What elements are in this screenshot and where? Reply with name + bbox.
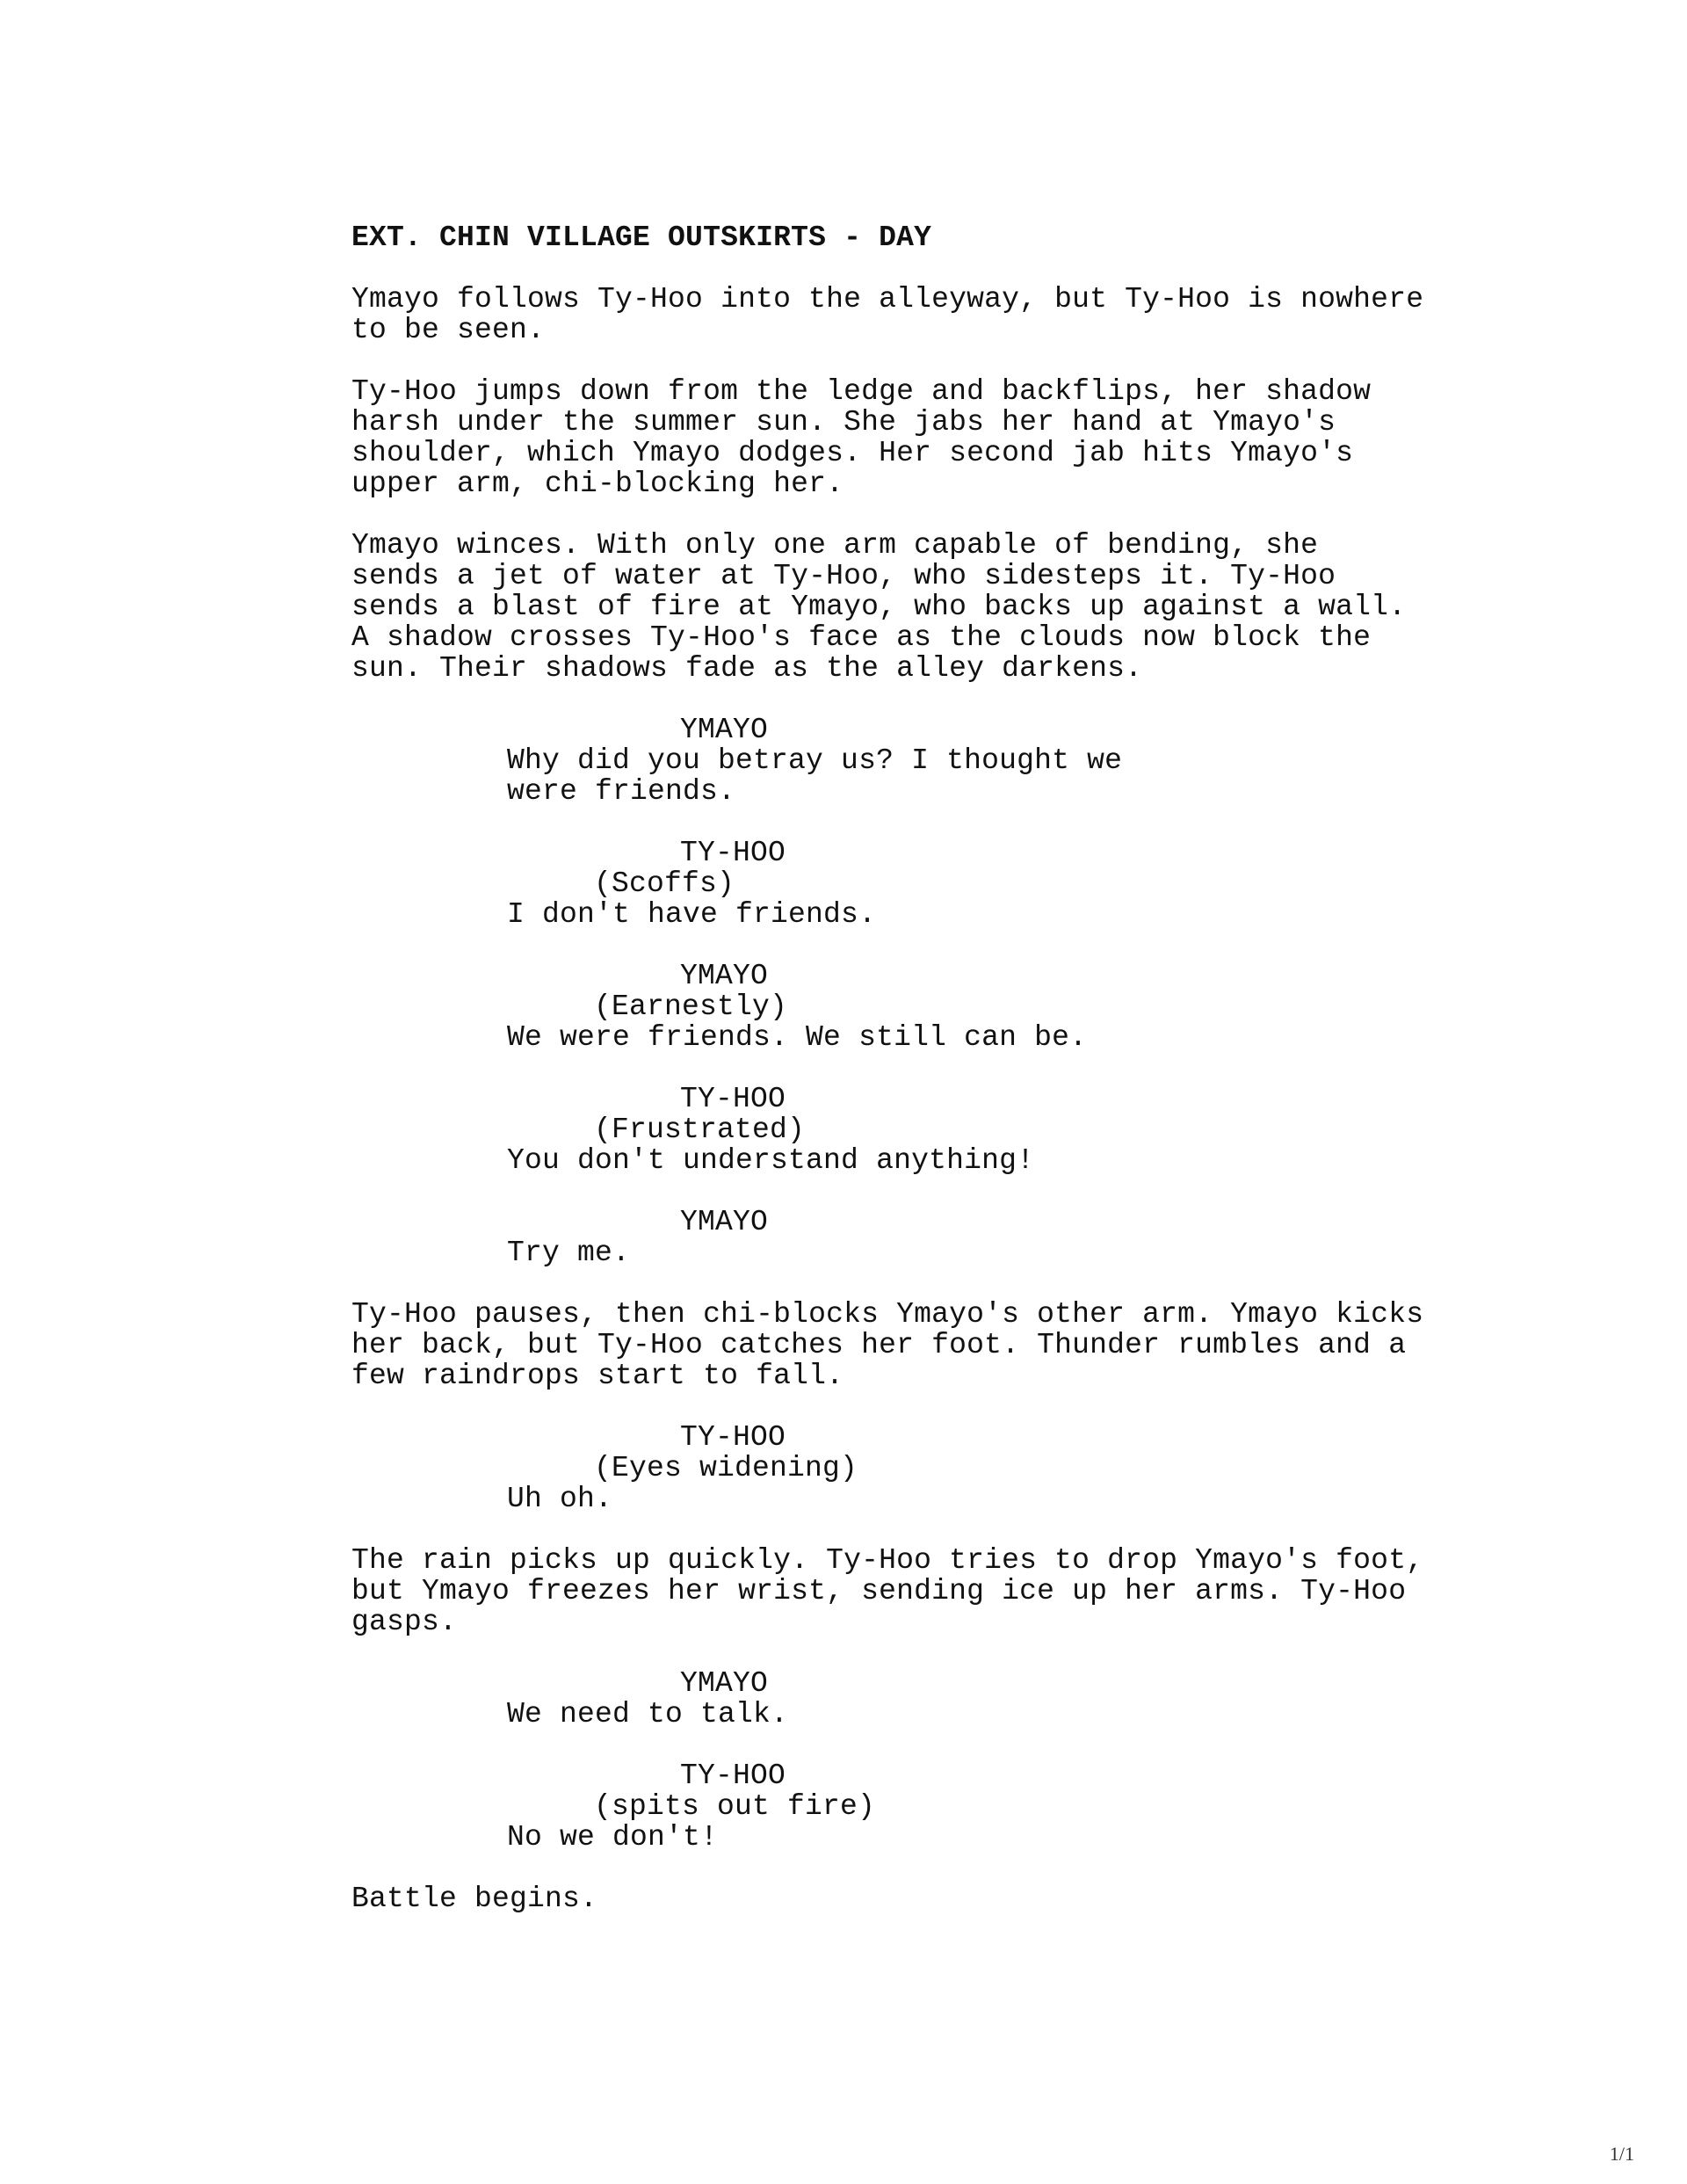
dialogue-line: were friends. (507, 775, 736, 808)
character-name: TY-HOO (680, 837, 786, 869)
character-name: TY-HOO (680, 1083, 786, 1115)
character-name: YMAYO (680, 960, 769, 992)
character-name: TY-HOO (680, 1421, 786, 1454)
dialogue-line: No we don't! (507, 1821, 719, 1854)
dialogue-line: Uh oh. (507, 1483, 613, 1515)
page-number: 1/1 (1609, 2143, 1634, 2165)
action-line: to be seen. (351, 314, 546, 346)
parenthetical: (spits out fire) (594, 1790, 876, 1823)
action-line: harsh under the summer sun. She jabs her hand at Ymayo's (351, 406, 1336, 439)
action-line: gasps. (351, 1606, 458, 1638)
action-line: but Ymayo freezes her wrist, sending ice up her arms. Ty-Hoo (351, 1575, 1407, 1607)
action-line: few raindrops start to fall. (351, 1360, 844, 1392)
action-line: Ymayo winces. With only one arm capable of bending, she (351, 529, 1319, 562)
dialogue-line: We were friends. We still can be. (507, 1021, 1088, 1054)
dialogue-line: We need to talk. (507, 1698, 789, 1731)
action-line: sends a blast of fire at Ymayo, who backs up against a wall. (351, 591, 1407, 623)
dialogue-line: Why did you betray us? I thought we (507, 744, 1123, 777)
action-line: upper arm, chi-blocking her. (351, 468, 844, 500)
parenthetical: (Scoffs) (594, 867, 735, 900)
dialogue-line: I don't have friends. (507, 898, 877, 931)
parenthetical: (Earnestly) (594, 990, 788, 1023)
parenthetical: (Frustrated) (594, 1114, 806, 1146)
action-line: Ty-Hoo jumps down from the ledge and backflips, her shadow (351, 375, 1372, 408)
action-line: Ty-Hoo pauses, then chi-blocks Ymayo's other arm. Ymayo kicks (351, 1298, 1424, 1331)
character-name: TY-HOO (680, 1760, 786, 1792)
action-line: Battle begins. (351, 1883, 598, 1915)
dialogue-line: You don't understand anything! (507, 1144, 1035, 1177)
action-line: sun. Their shadows fade as the alley darkens. (351, 652, 1143, 685)
character-name: YMAYO (680, 1667, 769, 1700)
character-name: YMAYO (680, 1206, 769, 1238)
action-line: Ymayo follows Ty-Hoo into the alleyway, but Ty-Hoo is nowhere (351, 283, 1424, 316)
action-line: her back, but Ty-Hoo catches her foot. Thunder rumbles and a (351, 1329, 1407, 1361)
action-line: The rain picks up quickly. Ty-Hoo tries to drop Ymayo's foot, (351, 1544, 1424, 1577)
dialogue-line: Try me. (507, 1237, 631, 1269)
parenthetical: (Eyes widening) (594, 1452, 858, 1484)
action-line: A shadow crosses Ty-Hoo's face as the clouds now block the (351, 621, 1372, 654)
scene-heading: EXT. CHIN VILLAGE OUTSKIRTS - DAY (351, 221, 932, 254)
action-line: sends a jet of water at Ty-Hoo, who sidesteps it. Ty-Hoo (351, 560, 1336, 592)
action-line: shoulder, which Ymayo dodges. Her second jab hits Ymayo's (351, 437, 1354, 469)
character-name: YMAYO (680, 714, 769, 746)
